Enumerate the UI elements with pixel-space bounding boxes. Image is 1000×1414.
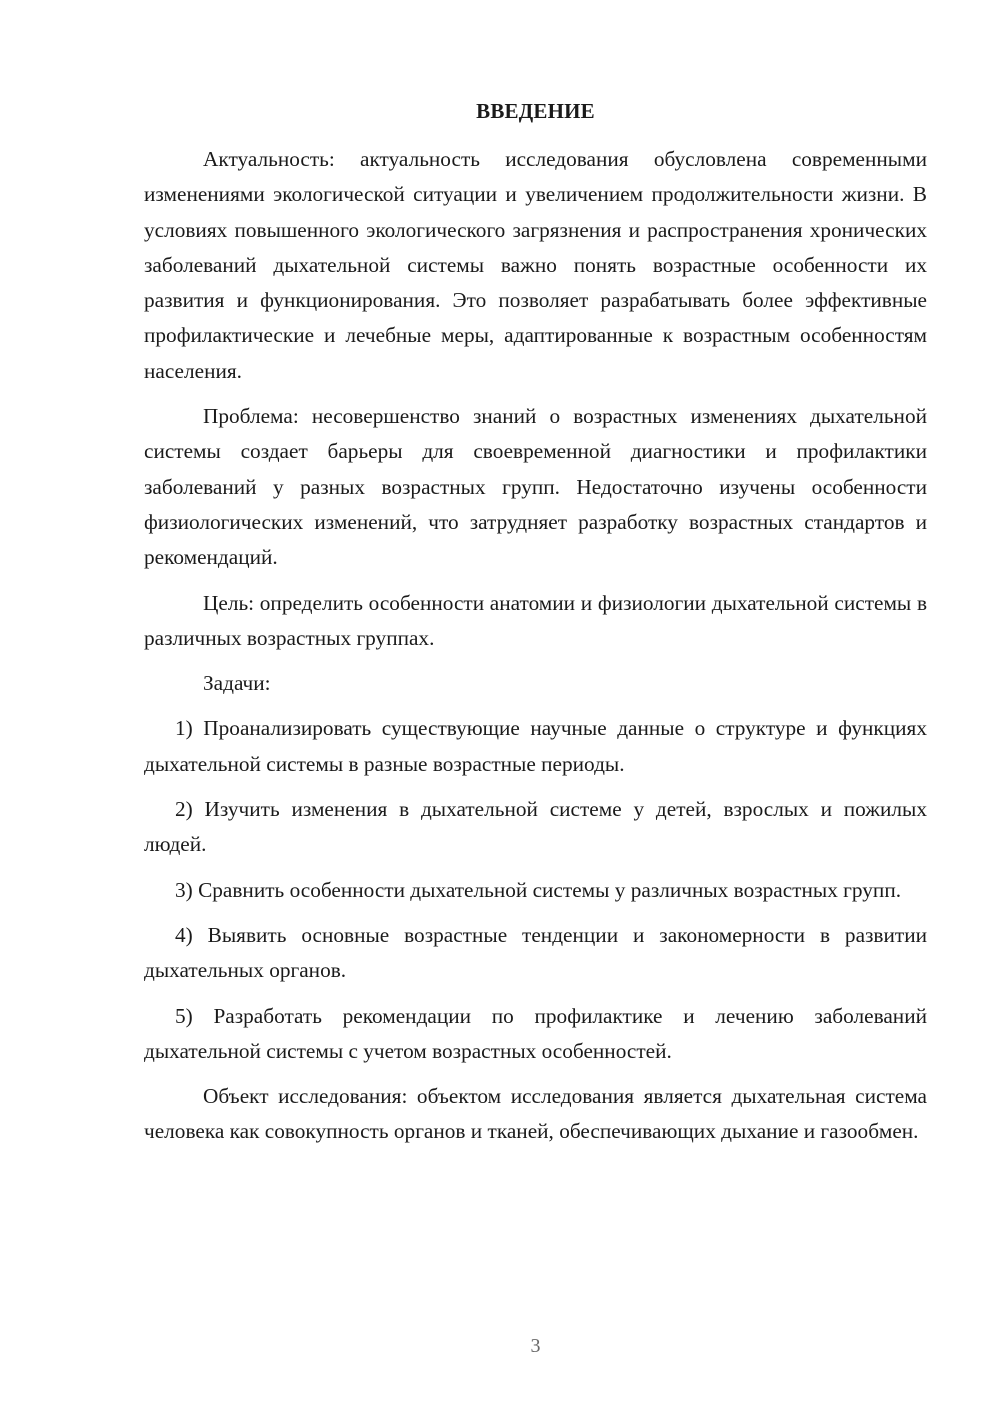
task-item: 1) Проанализировать существующие научные данные о структуре и функциях дыхательной системы в разные возрастные периоды. <box>144 716 927 776</box>
task-item: 3) Сравнить особенности дыхательной системы у различных возрастных групп. <box>175 877 902 902</box>
task-item: 4) Выявить основные возрастные тенденции и закономерности в развитии дыхательных органов. <box>144 922 927 983</box>
tasks-label: Задачи: <box>203 671 271 696</box>
page-title: ВВЕДЕНИЕ <box>476 99 595 123</box>
document-body <box>144 142 927 1150</box>
paragraph-relevance: Актуальность: актуальность исследования обусловлена современными изменениями экологической ситуации и увеличением продолжительности жизни. В условиях повышенного экологического загрязнения и распространения хронических заболеваний дыхательной системы важно понять возрастные особенности их развития и функционирования. Это позволяет разрабатывать более эффективные профилактические и лечебные меры, адаптированные к возрастным особенностям населения. <box>144 147 927 383</box>
paragraph-goal: Цель: определить особенности анатомии и физиологии дыхательной системы в различных возрастных группах. <box>144 590 927 650</box>
paragraph-problem: Проблема: несовершенство знаний о возрастных изменениях дыхательной системы создает барьеры для своевременной диагностики и профилактики заболеваний у разных возрастных групп. Недостаточно изучены особенности физиологических изменений, что затрудняет разработку возрастных стандартов и рекомендаций. <box>144 404 927 570</box>
page-number: 3 <box>530 1335 541 1357</box>
task-item: 5) Разработать рекомендации по профилактике и лечению заболеваний дыхательной системы с учетом возрастных особенностей. <box>144 1003 927 1063</box>
task-item: 2) Изучить изменения в дыхательной системе у детей, взрослых и пожилых людей. <box>144 797 927 857</box>
paragraph-object: Объект исследования: объектом исследования является дыхательная система человека как совокупность органов и тканей, обеспечивающих дыхание и газообмен. <box>144 1084 927 1144</box>
